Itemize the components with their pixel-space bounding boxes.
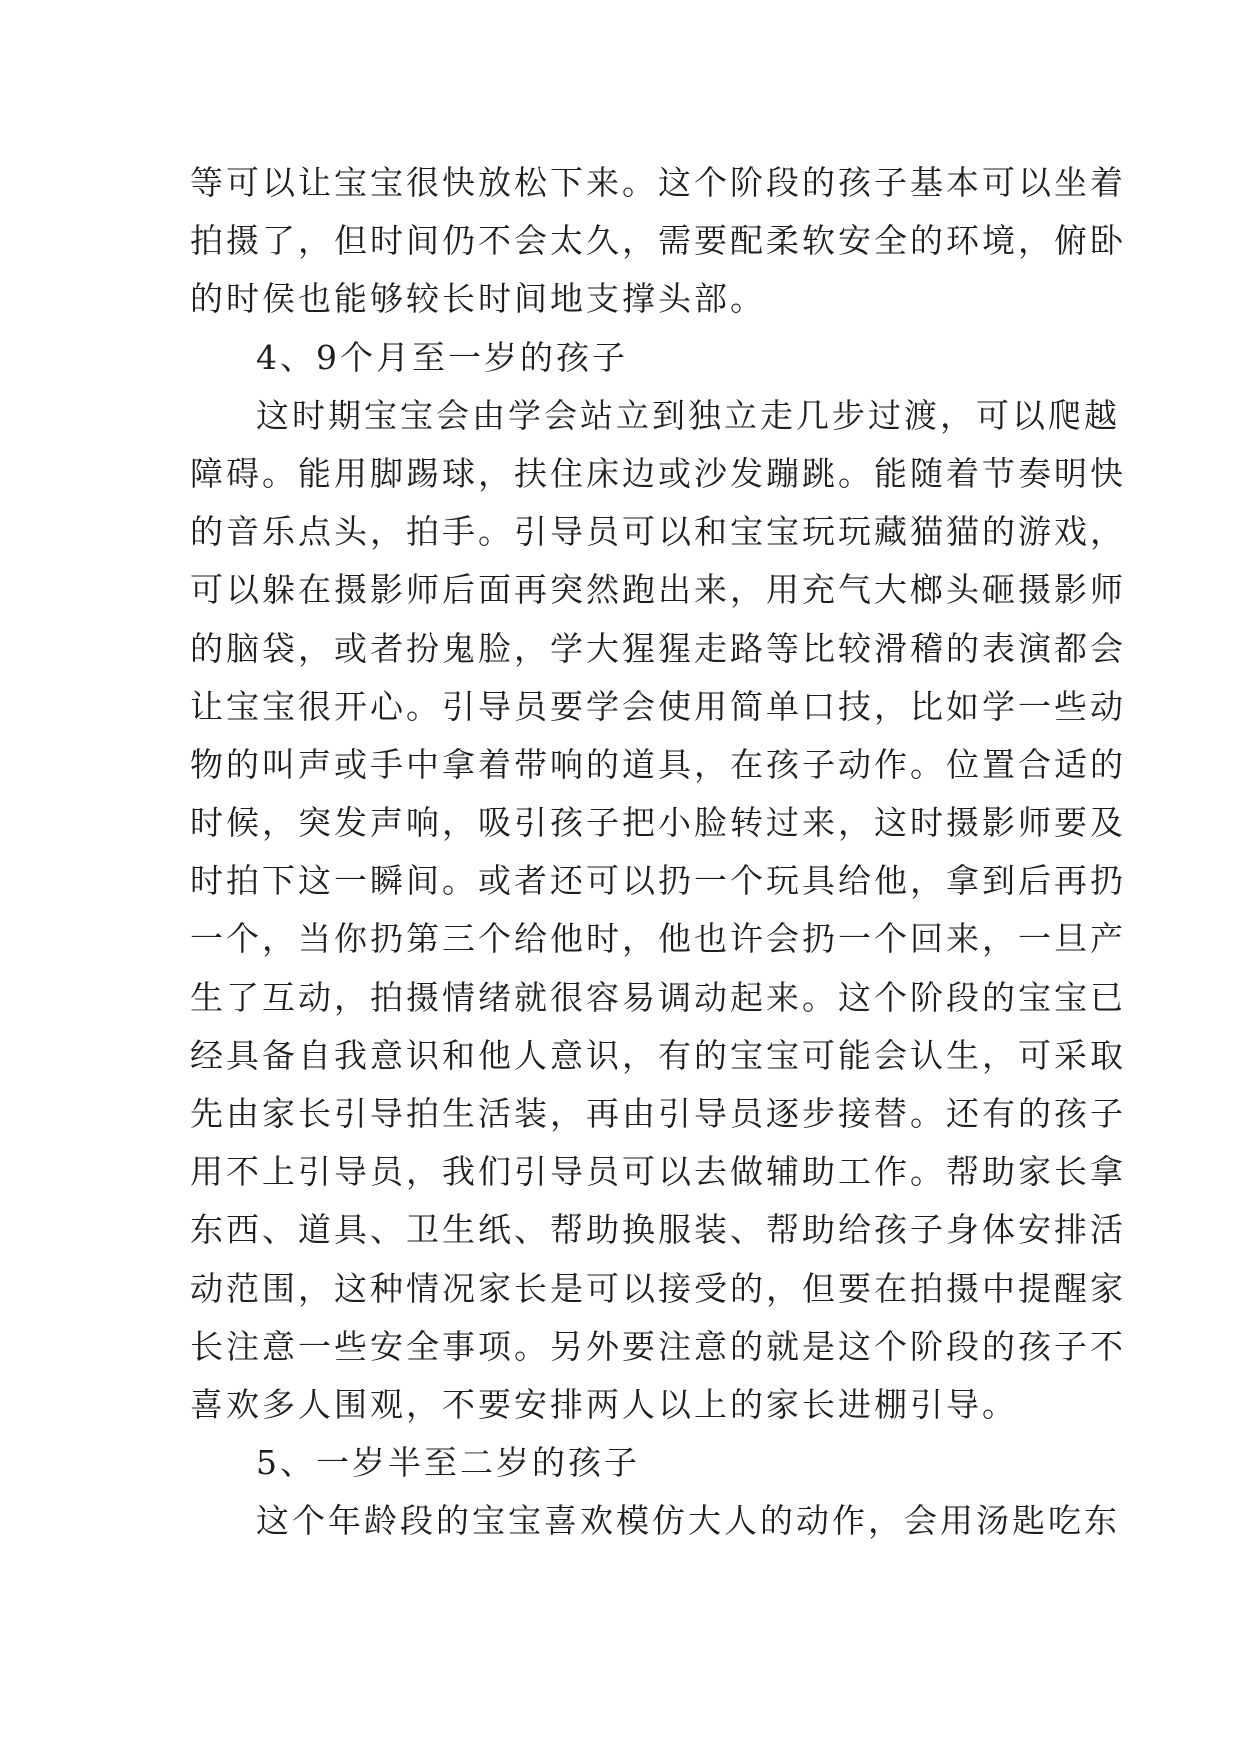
text-line: 可以躲在摄影师后面再突然跑出来，用充气大榔头砸摄影师 — [190, 570, 1126, 610]
text-line: 让宝宝很开心。引导员要学会使用简单口技，比如学一些动 — [190, 686, 1126, 726]
text-line: 的时侯也能够较长时间地支撑头部。 — [190, 279, 766, 319]
text-line: 等可以让宝宝很快放松下来。这个阶段的孩子基本可以坐着 — [190, 163, 1126, 202]
document-body — [190, 154, 1126, 1551]
text-line: 东西、道具、卫生纸、帮助换服装、帮助给孩子身体安排活 — [190, 1210, 1126, 1250]
text-line: 时拍下这一瞬间。或者还可以扔一个玩具给他，拿到后再扔 — [190, 861, 1126, 901]
paragraph-start-line: 这时期宝宝会由学会站立到独立走几步过渡，可以爬越 — [256, 395, 1120, 435]
text-line: 长注意一些安全事项。另外要注意的就是这个阶段的孩子不 — [190, 1326, 1126, 1366]
text-line: 用不上引导员，我们引导员可以去做辅助工作。帮助家长拿 — [190, 1152, 1126, 1192]
text-line: 物的叫声或手中拿着带响的道具，在孩子动作。位置合适的 — [190, 744, 1126, 784]
text-line: 动范围，这种情况家长是可以接受的，但要在拍摄中提醒家 — [190, 1268, 1126, 1308]
text-line: 先由家长引导拍生活装，再由引导员逐步接替。还有的孩子 — [190, 1094, 1126, 1133]
text-line: 的音乐点头，拍手。引导员可以和宝宝玩玩藏猫猫的游戏， — [190, 512, 1126, 552]
text-line: 经具备自我意识和他人意识，有的宝宝可能会认生，可采取 — [190, 1035, 1126, 1075]
text-line: 一个，当你扔第三个给他时，他也许会扔一个回来，一旦产 — [190, 919, 1126, 959]
paragraph-start-line: 4、9个月至一岁的孩子 — [256, 337, 628, 377]
paragraph-start-line: 5、一岁半至二岁的孩子 — [256, 1443, 640, 1483]
text-line: 喜欢多人围观，不要安排两人以上的家长进棚引导。 — [190, 1384, 1018, 1424]
paragraph-start-line: 这个年龄段的宝宝喜欢模仿大人的动作，会用汤匙吃东 — [256, 1501, 1120, 1541]
text-line: 拍摄了，但时间仍不会太久，需要配柔软安全的环境，俯卧 — [190, 221, 1126, 261]
text-line: 生了互动，拍摄情绪就很容易调动起来。这个阶段的宝宝已 — [190, 977, 1126, 1017]
text-line: 时候，突发声响，吸引孩子把小脸转过来，这时摄影师要及 — [190, 803, 1126, 843]
text-line: 的脑袋，或者扮鬼脸，学大猩猩走路等比较滑稽的表演都会 — [190, 628, 1126, 668]
text-line: 障碍。能用脚踢球，扶住床边或沙发蹦跳。能随着节奏明快 — [190, 453, 1126, 493]
